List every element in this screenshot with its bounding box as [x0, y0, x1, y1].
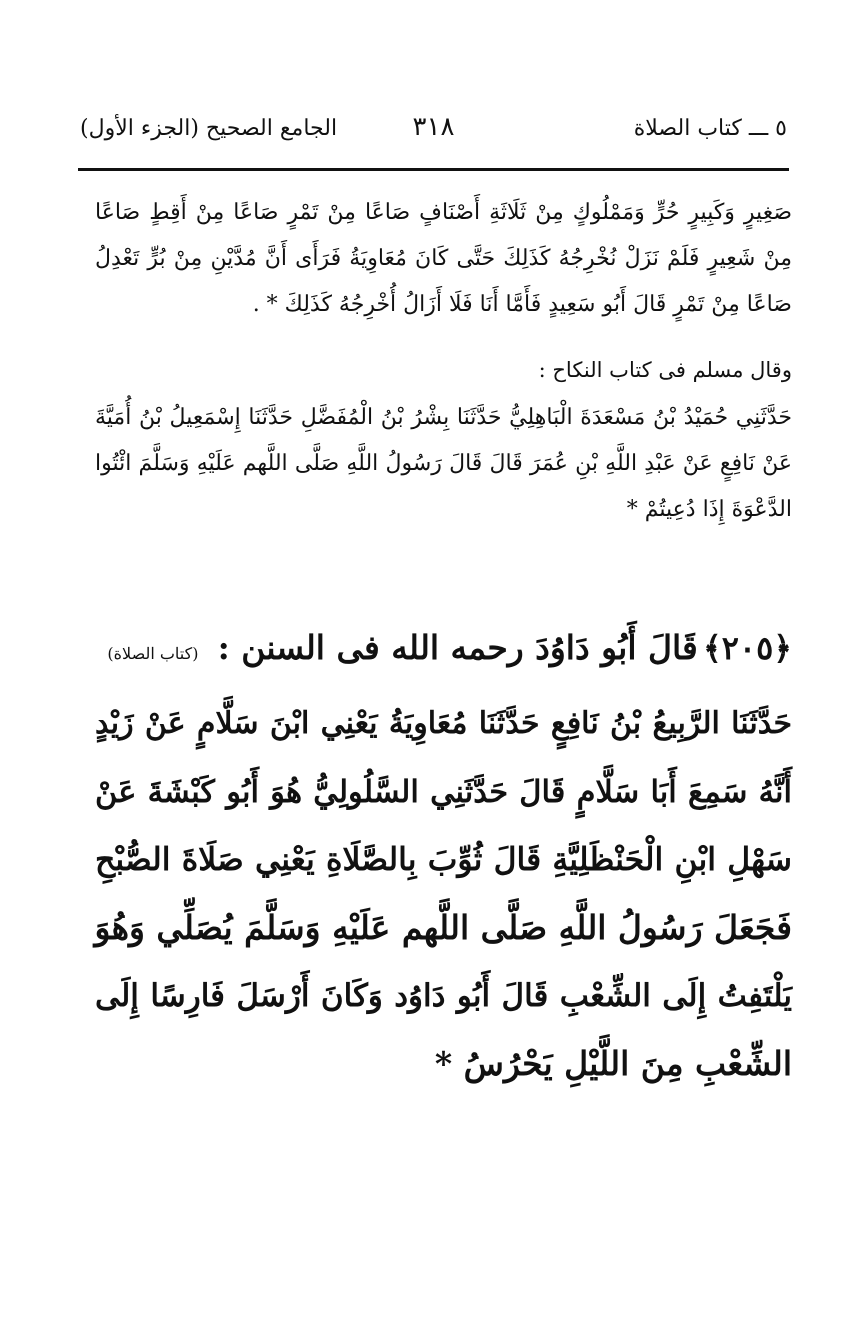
page-number: ٣١٨ — [412, 112, 455, 142]
passage-1-line: صَاعًا مِنْ تَمْرٍ قَالَ أَبُو سَعِيدٍ فَأَمَّا أَنَا فَلَا أَزَالُ أُخْرِجُهُ كَذَلِكَ * . — [252, 292, 792, 317]
passage-2 — [95, 395, 792, 533]
hadith-line: حَدَّثَنَا الرَّبِيعُ بْنُ نَافِعٍ حَدَّثَنَا مُعَاوِيَةُ يَعْنِي ابْنَ سَلَّامٍ عَنْ زَيْدٍ — [95, 706, 792, 741]
header-rule — [78, 168, 789, 171]
muslim-intro: وقال مسلم فى كتاب النكاح : — [538, 358, 792, 382]
running-header — [80, 112, 787, 152]
passage-1 — [95, 190, 792, 328]
hadith-intro: قَالَ أَبُو دَاوُدَ رحمه الله فى السنن : — [217, 628, 698, 667]
hadith-line: سَهْلِ ابْنِ الْحَنْظَلِيَّةِ قَالَ ثُوِّبَ بِالصَّلَاةِ يَعْنِي صَلَاةَ الصُّبْحِ — [95, 841, 792, 878]
hadith-heading — [100, 628, 792, 688]
hadith-source: (كتاب الصلاة) — [107, 644, 199, 663]
passage-1-line: صَغِيرٍ وَكَبِيرٍ حُرٍّ وَمَمْلُوكٍ مِنْ ثَلَاثَةِ أَصْنَافٍ صَاعًا مِنْ تَمْرٍ صَاعًا مِنْ أَقِطٍ صَاعًا — [95, 200, 792, 225]
hadith-line: يَلْتَفِتُ إِلَى الشِّعْبِ قَالَ أَبُو دَاوُد وَكَانَ أَرْسَلَ فَارِسًا إِلَى — [95, 978, 792, 1014]
passage-2-line: الدَّعْوَةَ إِذَا دُعِيتُمْ * — [626, 497, 792, 522]
passage-2-line: عَنْ نَافِعٍ عَنْ عَبْدِ اللَّهِ بْنِ عُمَرَ قَالَ قَالَ رَسُولُ اللَّهِ صَلَّى اللَّهم عَلَيْهِ وَسَلَّمَ ائْتُوا — [95, 451, 792, 476]
passage-1-line: مِنْ شَعِيرٍ فَلَمْ نَزَلْ نُخْرِجُهُ كَذَلِكَ حَتَّى كَانَ مُعَاوِيَةُ فَرَأَى أَنَّ مُدَّيْنِ مِنْ بُرٍّ تَعْدِلُ — [95, 246, 792, 271]
hadith-number: ﴿٢٠٥﴾ — [702, 629, 792, 667]
book-title: الجامع الصحيح (الجزء الأول) — [80, 116, 338, 141]
chapter-title: ٥ ـــ كتاب الصلاة — [633, 116, 787, 141]
hadith-line: الشِّعْبِ مِنَ اللَّيْلِ يَحْرُسُ * — [434, 1044, 792, 1083]
hadith-line: فَجَعَلَ رَسُولُ اللَّهِ صَلَّى اللَّهم عَلَيْهِ وَسَلَّمَ يُصَلِّي وَهُوَ — [94, 908, 792, 947]
hadith-text — [95, 690, 792, 1098]
passage-2-line: حَدَّثَنِي حُمَيْدُ بْنُ مَسْعَدَةَ الْبَاهِلِيُّ حَدَّثَنَا بِشْرُ بْنُ الْمُفَضَّلِ حَدَّثَنَا إِسْمَعِيلُ بْنُ أُمَيَّةَ — [95, 405, 792, 430]
hadith-line: أَنَّهُ سَمِعَ أَبَا سَلَّامٍ قَالَ حَدَّثَنِي السَّلُولِيُّ هُوَ أَبُو كَبْشَةَ عَنْ — [95, 774, 792, 810]
